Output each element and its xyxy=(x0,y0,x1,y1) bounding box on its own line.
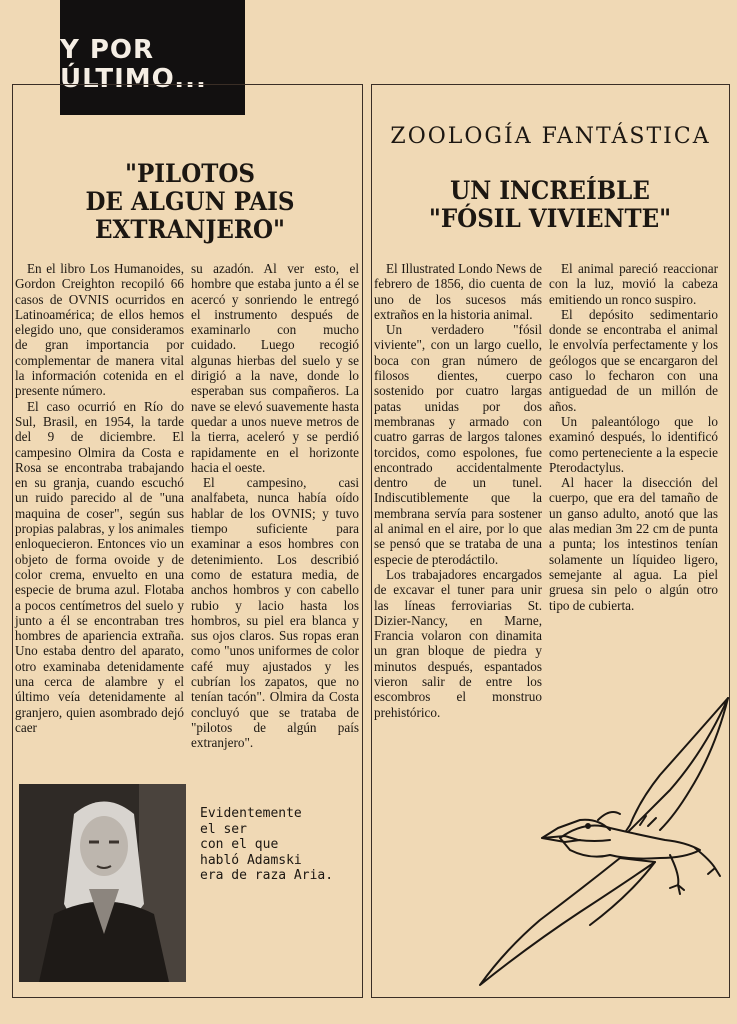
banner-line-1: Y POR xyxy=(60,35,155,65)
humanoid-photo xyxy=(19,784,186,982)
section-kicker: ZOOLOGÍA FANTÁSTICA xyxy=(390,124,711,149)
right-title-line-1: UN INCREÍBLE xyxy=(450,176,650,205)
right-column-2 xyxy=(549,261,718,613)
left-article-title xyxy=(52,160,328,244)
left-title-line-1: "PILOTOS xyxy=(124,159,256,188)
caption-line: habló Adamski xyxy=(200,852,302,868)
left-title-line-2: DE ALGUN PAIS xyxy=(85,187,295,216)
caption-line: con el que xyxy=(200,837,279,852)
paragraph: Un verdadero "fósil viviente", con un largo cuello, boca con gran número de filosos dientes, cuerpo sostenido por cuatro largas patas unidas por dos membranas y armado con cuatro garras de largos talones torcidos, como espolones, fue encontrado accidentalmente dentro de un tunel. Indiscutiblemente que la membrana servía para sostener al animal en el aire, por lo que se pensó que se trataba de una especie de pterodáctilo. xyxy=(374,322,542,567)
paragraph: Los trabajadores encargados de excavar el tuner para unir las líneas ferroviarias St. Dizier-Nancy, en Marne, Francia volaron con dinamita un gran bloque de piedra y minutos después, espantados vieron salir de entre los escombros el monstruo prehistórico. xyxy=(374,566,542,720)
left-column-2 xyxy=(191,261,359,751)
right-column-1 xyxy=(374,261,542,720)
photo-caption xyxy=(200,806,333,884)
paragraph: El campesino, casi analfabeta, nunca había oído hablar de los OVNIS; y tuvo tiempo suficiente para examinar a esos hombres con detenimiento. Los describió como de estatura media, de anchos hombros y con cabello rubio y lacio hasta los hombros, su piel era blanca y sus ojos claros. Sus ropas eran como "unos uniformes de color café muy ajustados y les cubrían los zapatos, que no tenían tacón". Olmira da Costa concluyó que se trataba de "pilotos de algún país extranjero". xyxy=(191,475,359,751)
right-article-title xyxy=(403,177,697,233)
paragraph: Un paleantólogo que lo examinó después, lo identificó como perteneciente a la especie Pterodactylus. xyxy=(549,413,718,475)
paragraph: El depósito sedimentario donde se encontraba el animal le envolvía perfectamente y los geólogos que se encargaron del caso lo fecharon con una antiguedad de un millón de años. xyxy=(549,306,718,414)
pterodactyl-illustration-icon xyxy=(470,690,732,990)
caption-line: era de raza Aria. xyxy=(200,868,334,883)
humanoid-portrait-icon xyxy=(19,784,186,982)
left-title-line-3: EXTRANJERO" xyxy=(94,215,286,244)
paragraph: El animal pareció reaccionar con la luz, movió la cabeza emitiendo un ronco suspiro. xyxy=(549,261,718,307)
caption-line: Evidentemente xyxy=(200,806,302,821)
banner-line-2: ÚLTIMO... xyxy=(60,64,207,94)
caption-line: el ser xyxy=(200,821,247,837)
paragraph: El Illustrated Londo News de febrero de 1856, dio cuenta de uno de los sucesos más extraños en la historia animal. xyxy=(374,261,542,322)
paragraph: Al hacer la disección del cuerpo, que era del tamaño de un ganso adulto, anotó que las alas median 3m 22 cm de punta a punta; los intestinos tenían solamente un líquideo ligero, semejante al agua. La piel gruesa sin pelo o algún otro tipo de cubierta. xyxy=(549,475,718,613)
left-column-1 xyxy=(15,261,184,735)
paragraph: En el libro Los Humanoides, Gordon Creighton recopiló 66 casos de OVNIS ocurridos en Latinoamérica; de ellos hemos elegido uno, que consideramos de gran importancia por complementar de manera vital la información cotenida en el presente número. xyxy=(15,261,184,399)
paragraph: su azadón. Al ver esto, el hombre que estaba junto a él se acercó y sonriendo le entregó el instrumento después de examinarlo con mucho cuidado. Luego recogió algunas hierbas del suelo y se dirigió a la nave, donde lo esperaban sus compañeros. La nave se elevó suavemente hasta quedar a unos nueve metros de la tierra, aceleró y se perdió rapidamente en el horizonte hacia el oeste. xyxy=(191,261,359,475)
right-title-line-2: "FÓSIL VIVIENTE" xyxy=(428,204,672,233)
paragraph: El caso ocurrió en Río do Sul, Brasil, en 1954, la tarde del 9 de diciembre. El campesino Olmira da Costa e Rosa se encontraba trabajando en su granja, cuando escuchó un ruido parecido al de "una maquina de coser", según sus propias palabras, y los animales enloquecieron. Entonces vio un objeto de forma ovoide y de color crema, envuelto en una especie de bruma azul. Flotaba a pocos centímetros del suelo y junto a él se encontraban tres hombres de apariencia extraña. Uno estaba dentro del aparato, otro examinaba detenidamente una cerca de alambre y el último veía detenidamente al granjero, quien asombrado dejó caer xyxy=(15,398,184,735)
